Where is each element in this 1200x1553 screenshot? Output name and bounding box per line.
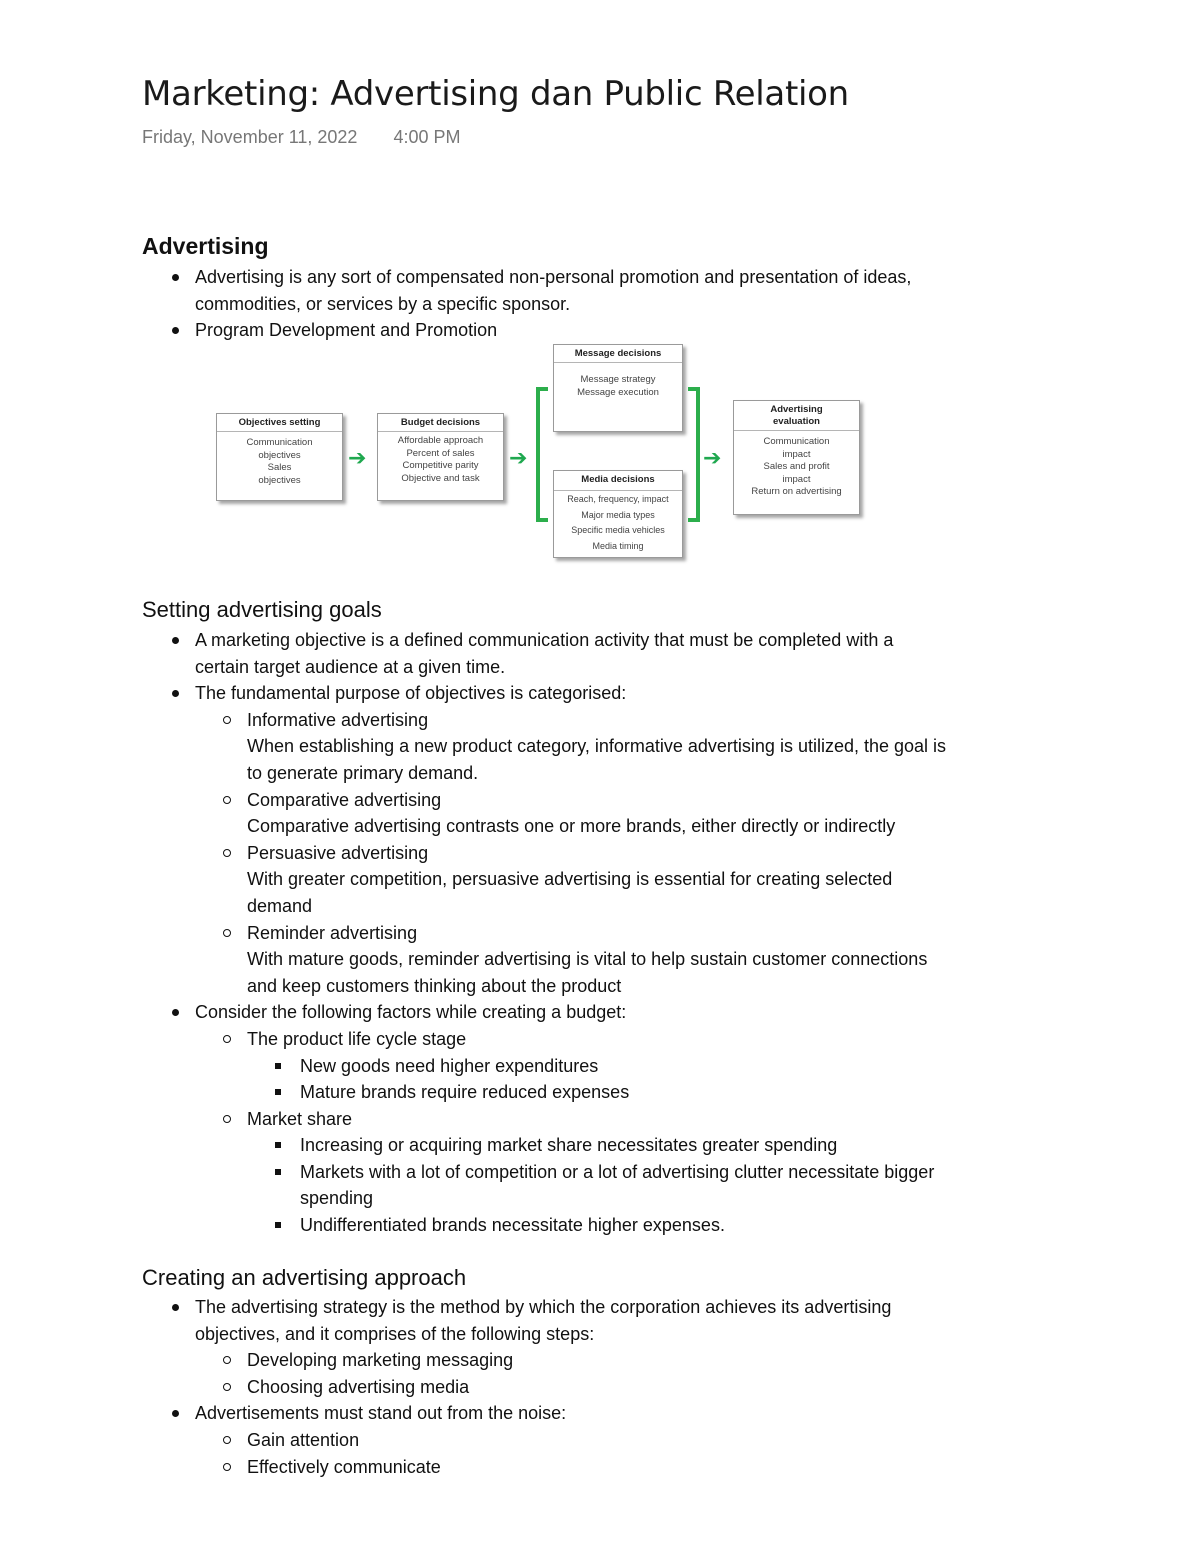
list-item: Gain attention [195,1427,1042,1454]
advertising-list [142,264,1042,344]
arrow-right-icon: ➔ [348,445,367,470]
section-heading-approach: Creating an advertising approach [142,1265,467,1290]
advertising-evaluation-box: Advertising evaluation Communication impact Sales and profit impact Return on advertising [733,400,860,515]
goals-list [142,627,1042,1239]
list-item: Developing marketing messaging [195,1347,1042,1374]
arrow-right-icon: ➔ [509,445,528,470]
list-item: New goods need higher expenditures [247,1053,1042,1080]
right-bracket [688,387,700,522]
note-datetime [142,127,460,148]
approach-list [142,1294,1042,1480]
list-item: Advertisements must stand out from the noise: Gain attention Effectively communicate [142,1400,1042,1480]
list-item: The fundamental purpose of objectives is categorised: Informative advertising When establishing a new product category, informative advertising is utilized, the goal is to generate primary demand. Comparative advertising Comparative advertising contrasts one or more brands, either directly or indirectly Persuasive advertising With greater competition, persuasive advertising is essential for creating selected demand Reminder advertising With mature goods, reminder advertising is vital to help sustain customer connections and keep customers thinking about the product [142,680,1042,999]
objectives-setting-box: Objectives setting Communication objectives Sales objectives [216,413,343,501]
arrow-right-icon: ➔ [703,445,722,470]
list-item: Increasing or acquiring market share necessitates greater spending [247,1132,1042,1159]
list-item: Undifferentiated brands necessitate higher expenses. [247,1212,1042,1239]
list-item: Comparative advertising Comparative advertising contrasts one or more brands, either directly or indirectly [195,787,1042,840]
list-item: The product life cycle stage New goods need higher expenditures Mature brands require reduced expenses [195,1026,1042,1106]
list-item: Program Development and Promotion [142,317,1042,344]
list-item: Consider the following factors while creating a budget: The product life cycle stage New goods need higher expenditures Mature brands require reduced expenses Market share Increasing or acquiring market share necessitates greater spending Markets with a lot of competition or a lot of advertising clutter necessitate bigger spending Undifferentiated brands necessitate higher expenses. [142,999,1042,1238]
list-item: Effectively communicate [195,1454,1042,1481]
list-item: The advertising strategy is the method by which the corporation achieves its advertising objectives, and it comprises of the following steps: Developing marketing messaging Choosing advertising media [142,1294,1042,1400]
left-bracket [536,387,548,522]
list-item: Market share Increasing or acquiring market share necessitates greater spending Markets with a lot of competition or a lot of advertising clutter necessitate bigger spending Undifferentiated brands necessitate higher expenses. [195,1106,1042,1239]
list-item: Choosing advertising media [195,1374,1042,1401]
message-decisions-box: Message decisions Message strategy Message execution [553,344,683,432]
note-time: 4:00 PM [393,127,461,147]
advertising-process-diagram [214,343,864,563]
list-item: Mature brands require reduced expenses [247,1079,1042,1106]
list-item: Informative advertising When establishing a new product category, informative advertising is utilized, the goal is to generate primary demand. [195,707,1042,787]
list-item: A marketing objective is a defined communication activity that must be completed with a certain target audience at a given time. [142,627,1042,680]
list-item: Markets with a lot of competition or a lot of advertising clutter necessitate bigger spending [247,1159,1042,1212]
list-item: Reminder advertising With mature goods, reminder advertising is vital to help sustain customer connections and keep customers thinking about the product [195,920,1042,1000]
section-heading-advertising: Advertising [142,233,269,259]
list-item: Advertising is any sort of compensated non-personal promotion and presentation of ideas, commodities, or services by a specific sponsor. [142,264,1042,317]
list-item: Persuasive advertising With greater competition, persuasive advertising is essential for creating selected demand [195,840,1042,920]
media-decisions-box: Media decisions Reach, frequency, impact Major media types Specific media vehicles Media timing [553,470,683,558]
budget-decisions-box: Budget decisions Affordable approach Percent of sales Competitive parity Objective and task [377,413,504,501]
note-date: Friday, November 11, 2022 [142,127,358,147]
page-title: Marketing: Advertising dan Public Relation [142,74,849,114]
section-heading-goals: Setting advertising goals [142,597,382,622]
